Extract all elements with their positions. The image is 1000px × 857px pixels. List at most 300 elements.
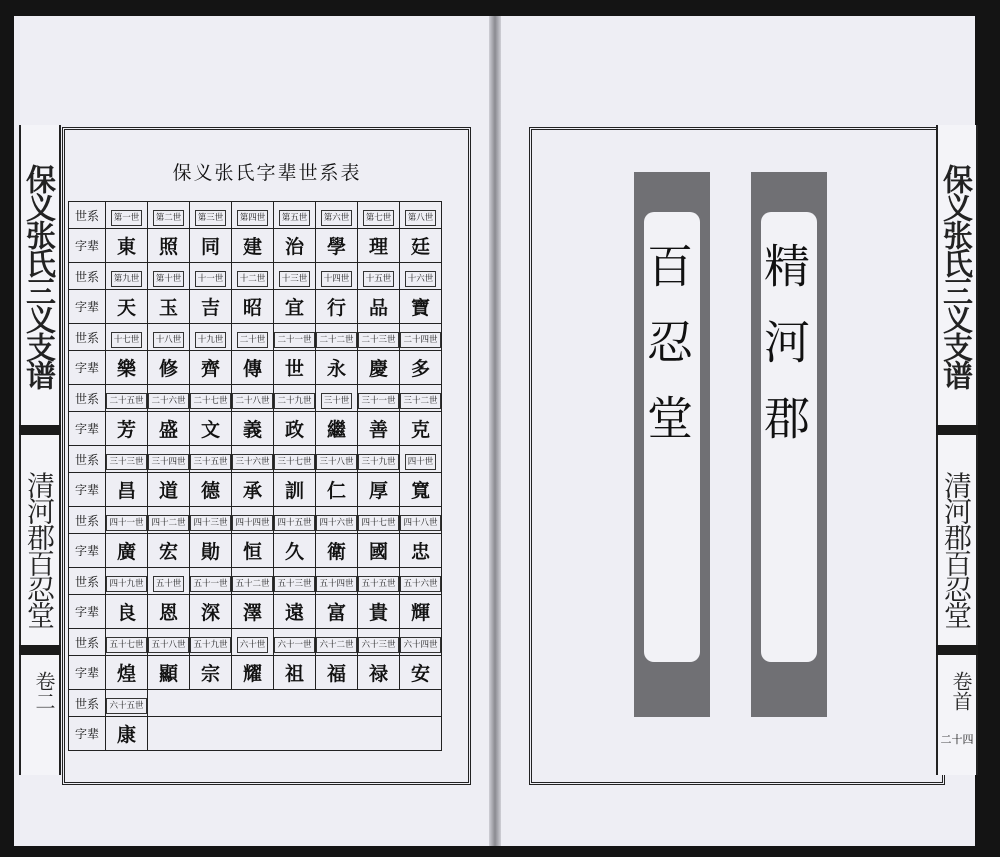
generation-cell bbox=[106, 385, 148, 412]
generation-cell bbox=[232, 629, 274, 656]
character-cell bbox=[148, 473, 190, 507]
generation-character: 傳 bbox=[242, 358, 262, 380]
generation-number: 五十三世 bbox=[274, 576, 314, 592]
generation-character: 衛 bbox=[326, 541, 346, 563]
character-cell bbox=[232, 534, 274, 568]
generation-number: 六十三世 bbox=[358, 637, 398, 653]
character-cell bbox=[316, 290, 358, 324]
generation-cell bbox=[400, 507, 442, 534]
character-cell bbox=[148, 229, 190, 263]
generation-row bbox=[69, 507, 442, 534]
character-cell bbox=[232, 351, 274, 385]
generation-number: 三十五世 bbox=[190, 454, 230, 470]
generation-number: 十九世 bbox=[195, 332, 227, 348]
character-cell bbox=[232, 290, 274, 324]
character-cell bbox=[274, 229, 316, 263]
page-number: 二十四 bbox=[940, 733, 974, 746]
character-label: 字辈 bbox=[69, 229, 106, 263]
generation-cell bbox=[148, 263, 190, 290]
generation-cell bbox=[106, 507, 148, 534]
generation-row bbox=[69, 629, 442, 656]
generation-character: 義 bbox=[242, 419, 262, 441]
generation-character: 富 bbox=[326, 602, 346, 624]
generation-number: 四十二世 bbox=[148, 515, 188, 531]
character-cell bbox=[358, 473, 400, 507]
generation-cell bbox=[232, 202, 274, 229]
generation-character: 治 bbox=[284, 236, 304, 258]
plaque-right bbox=[751, 172, 827, 717]
character-label: 字辈 bbox=[69, 290, 106, 324]
generation-cell bbox=[232, 324, 274, 351]
character-cell bbox=[316, 351, 358, 385]
character-cell bbox=[106, 412, 148, 446]
generation-cell bbox=[358, 324, 400, 351]
character-cell bbox=[316, 412, 358, 446]
generation-label: 世系 bbox=[69, 507, 106, 534]
character-cell bbox=[232, 229, 274, 263]
generation-cell bbox=[106, 568, 148, 595]
character-cell bbox=[190, 656, 232, 690]
character-cell bbox=[106, 534, 148, 568]
left-spine bbox=[19, 125, 61, 775]
generation-cell bbox=[148, 568, 190, 595]
bleed-through-text bbox=[545, 195, 915, 665]
generation-character: 齊 bbox=[200, 358, 220, 380]
generation-cell bbox=[106, 324, 148, 351]
character-row bbox=[69, 534, 442, 568]
generation-cell bbox=[148, 385, 190, 412]
generation-character: 永 bbox=[326, 358, 346, 380]
generation-number: 三十三世 bbox=[106, 454, 146, 470]
character-cell bbox=[274, 534, 316, 568]
character-cell bbox=[148, 351, 190, 385]
generation-cell bbox=[106, 202, 148, 229]
generation-cell bbox=[232, 568, 274, 595]
generation-cell bbox=[358, 263, 400, 290]
generation-cell bbox=[358, 629, 400, 656]
generation-character: 勛 bbox=[200, 541, 220, 563]
generation-character: 宏 bbox=[158, 541, 178, 563]
character-cell bbox=[358, 351, 400, 385]
generation-character: 仁 bbox=[326, 480, 346, 502]
generation-character: 同 bbox=[200, 236, 220, 258]
generation-character: 樂 bbox=[116, 358, 136, 380]
generation-character: 善 bbox=[368, 419, 388, 441]
generation-character: 福 bbox=[326, 663, 346, 685]
character-cell bbox=[106, 717, 148, 751]
spine-volume: 卷二 bbox=[32, 671, 56, 711]
character-cell bbox=[190, 595, 232, 629]
generation-cell bbox=[316, 568, 358, 595]
generation-number: 四十世 bbox=[405, 454, 437, 470]
generation-character: 政 bbox=[284, 419, 304, 441]
generation-number: 二十三世 bbox=[358, 332, 398, 348]
generation-row bbox=[69, 446, 442, 473]
character-cell bbox=[190, 351, 232, 385]
character-row bbox=[69, 290, 442, 324]
generation-number: 十一世 bbox=[195, 271, 227, 287]
generation-character: 耀 bbox=[242, 663, 262, 685]
generation-row bbox=[69, 690, 442, 717]
character-cell bbox=[400, 595, 442, 629]
spine-hall-name: 清河郡百忍堂 bbox=[940, 470, 973, 627]
plaque-left-text: 百忍堂 bbox=[640, 242, 694, 470]
generation-cell bbox=[106, 263, 148, 290]
character-cell bbox=[148, 534, 190, 568]
generation-number: 十七世 bbox=[111, 332, 143, 348]
generation-cell bbox=[316, 629, 358, 656]
character-cell bbox=[358, 595, 400, 629]
generation-character: 世 bbox=[284, 358, 304, 380]
character-cell bbox=[400, 656, 442, 690]
generation-character: 祖 bbox=[284, 663, 304, 685]
generation-cell bbox=[400, 385, 442, 412]
generation-cell bbox=[274, 446, 316, 473]
character-cell bbox=[358, 656, 400, 690]
generation-cell bbox=[358, 568, 400, 595]
generation-cell bbox=[148, 507, 190, 534]
character-row bbox=[69, 473, 442, 507]
generation-number: 三十四世 bbox=[148, 454, 188, 470]
generation-character: 道 bbox=[158, 480, 178, 502]
generation-cell bbox=[106, 446, 148, 473]
generation-character: 安 bbox=[410, 663, 430, 685]
generation-cell bbox=[190, 263, 232, 290]
generation-character: 遠 bbox=[284, 602, 304, 624]
generation-cell bbox=[358, 507, 400, 534]
generation-number: 五十五世 bbox=[358, 576, 398, 592]
character-cell bbox=[148, 412, 190, 446]
spine-divider bbox=[19, 425, 61, 435]
character-cell bbox=[358, 412, 400, 446]
character-cell bbox=[400, 229, 442, 263]
character-cell bbox=[274, 473, 316, 507]
generation-cell bbox=[274, 324, 316, 351]
generation-character: 品 bbox=[368, 297, 388, 319]
generation-number: 三十九世 bbox=[358, 454, 398, 470]
generation-number: 四十四世 bbox=[232, 515, 272, 531]
generation-number: 十二世 bbox=[237, 271, 269, 287]
generation-character: 東 bbox=[116, 236, 136, 258]
plaque-right-text: 精河郡 bbox=[757, 242, 811, 470]
generation-number: 二十四世 bbox=[400, 332, 440, 348]
character-cell bbox=[190, 229, 232, 263]
character-cell bbox=[106, 595, 148, 629]
character-cell bbox=[190, 290, 232, 324]
generation-character: 煌 bbox=[116, 663, 136, 685]
generation-cell bbox=[316, 202, 358, 229]
character-label: 字辈 bbox=[69, 595, 106, 629]
character-cell bbox=[400, 534, 442, 568]
generation-cell bbox=[274, 263, 316, 290]
generation-character: 廣 bbox=[116, 541, 136, 563]
generation-character: 深 bbox=[200, 602, 220, 624]
plaque-left bbox=[634, 172, 710, 717]
generation-number: 三十世 bbox=[321, 393, 353, 409]
character-cell bbox=[232, 595, 274, 629]
generation-number: 四十七世 bbox=[358, 515, 398, 531]
generation-character: 宜 bbox=[284, 297, 304, 319]
generation-character: 吉 bbox=[200, 297, 220, 319]
generation-number: 三十六世 bbox=[232, 454, 272, 470]
character-cell bbox=[274, 351, 316, 385]
character-label: 字辈 bbox=[69, 473, 106, 507]
generation-character: 修 bbox=[158, 358, 178, 380]
generation-number: 四十五世 bbox=[274, 515, 314, 531]
generation-number: 第九世 bbox=[111, 271, 143, 287]
generation-row bbox=[69, 263, 442, 290]
generation-cell bbox=[148, 202, 190, 229]
character-label: 字辈 bbox=[69, 656, 106, 690]
character-cell bbox=[316, 595, 358, 629]
character-label: 字辈 bbox=[69, 412, 106, 446]
generation-number: 二十五世 bbox=[106, 393, 146, 409]
generation-character: 厚 bbox=[368, 480, 388, 502]
generation-number: 十六世 bbox=[405, 271, 437, 287]
character-label: 字辈 bbox=[69, 534, 106, 568]
character-label: 字辈 bbox=[69, 717, 106, 751]
character-cell bbox=[148, 290, 190, 324]
generation-character: 建 bbox=[242, 236, 262, 258]
generation-cell bbox=[274, 385, 316, 412]
spine-hall-name: 清河郡百忍堂 bbox=[23, 470, 56, 627]
generation-character: 承 bbox=[242, 480, 262, 502]
generation-cell bbox=[274, 629, 316, 656]
character-row bbox=[69, 656, 442, 690]
generation-character: 輝 bbox=[410, 602, 430, 624]
character-cell bbox=[232, 473, 274, 507]
generation-number: 十四世 bbox=[321, 271, 353, 287]
generation-character: 慶 bbox=[368, 358, 388, 380]
generation-number: 四十三世 bbox=[190, 515, 230, 531]
character-cell bbox=[190, 534, 232, 568]
generation-number: 四十九世 bbox=[106, 576, 146, 592]
generation-number: 第四世 bbox=[237, 210, 269, 226]
character-cell bbox=[358, 229, 400, 263]
character-cell bbox=[400, 351, 442, 385]
character-label: 字辈 bbox=[69, 351, 106, 385]
generation-number: 第六世 bbox=[321, 210, 353, 226]
generation-character: 恒 bbox=[242, 541, 262, 563]
character-cell bbox=[274, 595, 316, 629]
generation-number: 二十七世 bbox=[190, 393, 230, 409]
generation-character: 久 bbox=[284, 541, 304, 563]
character-cell bbox=[232, 412, 274, 446]
generation-cell bbox=[190, 446, 232, 473]
generation-number: 五十一世 bbox=[190, 576, 230, 592]
spine-divider bbox=[936, 425, 978, 435]
character-cell bbox=[106, 229, 148, 263]
generation-character: 學 bbox=[326, 236, 346, 258]
generation-number: 二十一世 bbox=[274, 332, 314, 348]
spine-book-title: 保义张氏三义支谱 bbox=[20, 164, 55, 388]
generation-cell bbox=[190, 202, 232, 229]
generation-character: 克 bbox=[410, 419, 430, 441]
generation-character: 理 bbox=[368, 236, 388, 258]
generation-cell bbox=[316, 263, 358, 290]
generation-cell bbox=[106, 629, 148, 656]
generation-number: 三十一世 bbox=[358, 393, 398, 409]
generation-cell bbox=[190, 507, 232, 534]
generation-table bbox=[68, 201, 442, 751]
generation-label: 世系 bbox=[69, 446, 106, 473]
character-cell bbox=[316, 534, 358, 568]
generation-cell bbox=[316, 507, 358, 534]
generation-number: 第七世 bbox=[363, 210, 395, 226]
empty-cell bbox=[148, 690, 442, 717]
generation-cell bbox=[232, 263, 274, 290]
generation-number: 五十八世 bbox=[148, 637, 188, 653]
generation-number: 第五世 bbox=[279, 210, 311, 226]
generation-label: 世系 bbox=[69, 324, 106, 351]
generation-cell bbox=[190, 568, 232, 595]
generation-character: 昌 bbox=[116, 480, 136, 502]
generation-cell bbox=[274, 507, 316, 534]
generation-number: 二十二世 bbox=[316, 332, 356, 348]
generation-character: 顯 bbox=[158, 663, 178, 685]
generation-cell bbox=[190, 324, 232, 351]
character-row bbox=[69, 412, 442, 446]
generation-number: 五十九世 bbox=[190, 637, 230, 653]
generation-cell bbox=[400, 568, 442, 595]
generation-cell bbox=[316, 324, 358, 351]
generation-cell bbox=[148, 446, 190, 473]
character-cell bbox=[106, 290, 148, 324]
character-cell bbox=[106, 351, 148, 385]
generation-number: 四十一世 bbox=[106, 515, 146, 531]
generation-number: 二十八世 bbox=[232, 393, 272, 409]
generation-character: 恩 bbox=[158, 602, 178, 624]
generation-cell bbox=[316, 385, 358, 412]
generation-number: 四十六世 bbox=[316, 515, 356, 531]
generation-character: 寶 bbox=[410, 297, 430, 319]
generation-label: 世系 bbox=[69, 202, 106, 229]
generation-cell bbox=[358, 202, 400, 229]
character-cell bbox=[400, 412, 442, 446]
character-cell bbox=[148, 656, 190, 690]
generation-character: 照 bbox=[158, 236, 178, 258]
generation-number: 第十世 bbox=[153, 271, 185, 287]
character-cell bbox=[400, 473, 442, 507]
generation-number: 六十四世 bbox=[400, 637, 440, 653]
generation-cell bbox=[232, 507, 274, 534]
character-cell bbox=[316, 229, 358, 263]
generation-number: 六十一世 bbox=[274, 637, 314, 653]
character-row bbox=[69, 717, 442, 751]
generation-number: 六十五世 bbox=[106, 698, 146, 714]
character-row bbox=[69, 229, 442, 263]
generation-cell bbox=[274, 202, 316, 229]
character-cell bbox=[106, 473, 148, 507]
generation-number: 第二世 bbox=[153, 210, 185, 226]
character-cell bbox=[190, 412, 232, 446]
generation-number: 五十六世 bbox=[400, 576, 440, 592]
generation-cell bbox=[400, 263, 442, 290]
generation-character: 康 bbox=[116, 724, 136, 746]
generation-character: 芳 bbox=[116, 419, 136, 441]
generation-character: 盛 bbox=[158, 419, 178, 441]
generation-row bbox=[69, 385, 442, 412]
character-cell bbox=[274, 290, 316, 324]
character-cell bbox=[106, 656, 148, 690]
spine-volume: 卷首 bbox=[949, 671, 973, 711]
generation-cell bbox=[400, 324, 442, 351]
generation-character: 禄 bbox=[368, 663, 388, 685]
character-cell bbox=[316, 473, 358, 507]
generation-label: 世系 bbox=[69, 263, 106, 290]
generation-number: 第一世 bbox=[111, 210, 143, 226]
generation-cell bbox=[400, 202, 442, 229]
generation-character: 昭 bbox=[242, 297, 262, 319]
table-title: 保义张氏字辈世系表 bbox=[172, 162, 362, 184]
generation-number: 六十世 bbox=[237, 637, 269, 653]
character-cell bbox=[316, 656, 358, 690]
generation-character: 多 bbox=[410, 358, 430, 380]
spine-divider bbox=[936, 645, 978, 655]
generation-number: 五十二世 bbox=[232, 576, 272, 592]
generation-character: 貴 bbox=[368, 602, 388, 624]
character-cell bbox=[400, 290, 442, 324]
generation-row bbox=[69, 568, 442, 595]
generation-character: 文 bbox=[200, 419, 220, 441]
generation-cell bbox=[190, 629, 232, 656]
generation-number: 四十八世 bbox=[400, 515, 440, 531]
character-cell bbox=[232, 656, 274, 690]
generation-number: 二十世 bbox=[237, 332, 269, 348]
generation-label: 世系 bbox=[69, 690, 106, 717]
character-cell bbox=[274, 656, 316, 690]
generation-cell bbox=[106, 690, 148, 717]
generation-character: 訓 bbox=[284, 480, 304, 502]
generation-cell bbox=[190, 385, 232, 412]
generation-cell bbox=[400, 446, 442, 473]
generation-cell bbox=[316, 446, 358, 473]
right-spine bbox=[936, 125, 978, 775]
character-cell bbox=[274, 412, 316, 446]
generation-cell bbox=[400, 629, 442, 656]
generation-character: 德 bbox=[200, 480, 220, 502]
generation-number: 五十四世 bbox=[316, 576, 356, 592]
generation-character: 寬 bbox=[410, 480, 430, 502]
generation-number: 三十七世 bbox=[274, 454, 314, 470]
generation-character: 良 bbox=[116, 602, 136, 624]
generation-number: 十八世 bbox=[153, 332, 185, 348]
generation-cell bbox=[232, 385, 274, 412]
character-cell bbox=[148, 595, 190, 629]
generation-character: 宗 bbox=[200, 663, 220, 685]
generation-number: 三十八世 bbox=[316, 454, 356, 470]
generation-number: 十五世 bbox=[363, 271, 395, 287]
generation-character: 行 bbox=[326, 297, 346, 319]
generation-number: 十三世 bbox=[279, 271, 311, 287]
generation-number: 三十二世 bbox=[400, 393, 440, 409]
generation-number: 五十七世 bbox=[106, 637, 146, 653]
generation-character: 澤 bbox=[242, 602, 262, 624]
generation-number: 第八世 bbox=[405, 210, 437, 226]
generation-label: 世系 bbox=[69, 629, 106, 656]
generation-label: 世系 bbox=[69, 385, 106, 412]
character-row bbox=[69, 351, 442, 385]
generation-cell bbox=[148, 629, 190, 656]
generation-number: 第三世 bbox=[195, 210, 227, 226]
generation-label: 世系 bbox=[69, 568, 106, 595]
generation-row bbox=[69, 324, 442, 351]
generation-number: 二十六世 bbox=[148, 393, 188, 409]
character-cell bbox=[358, 534, 400, 568]
spine-book-title: 保义张氏三义支谱 bbox=[937, 164, 972, 388]
generation-cell bbox=[358, 446, 400, 473]
generation-character: 國 bbox=[368, 541, 388, 563]
